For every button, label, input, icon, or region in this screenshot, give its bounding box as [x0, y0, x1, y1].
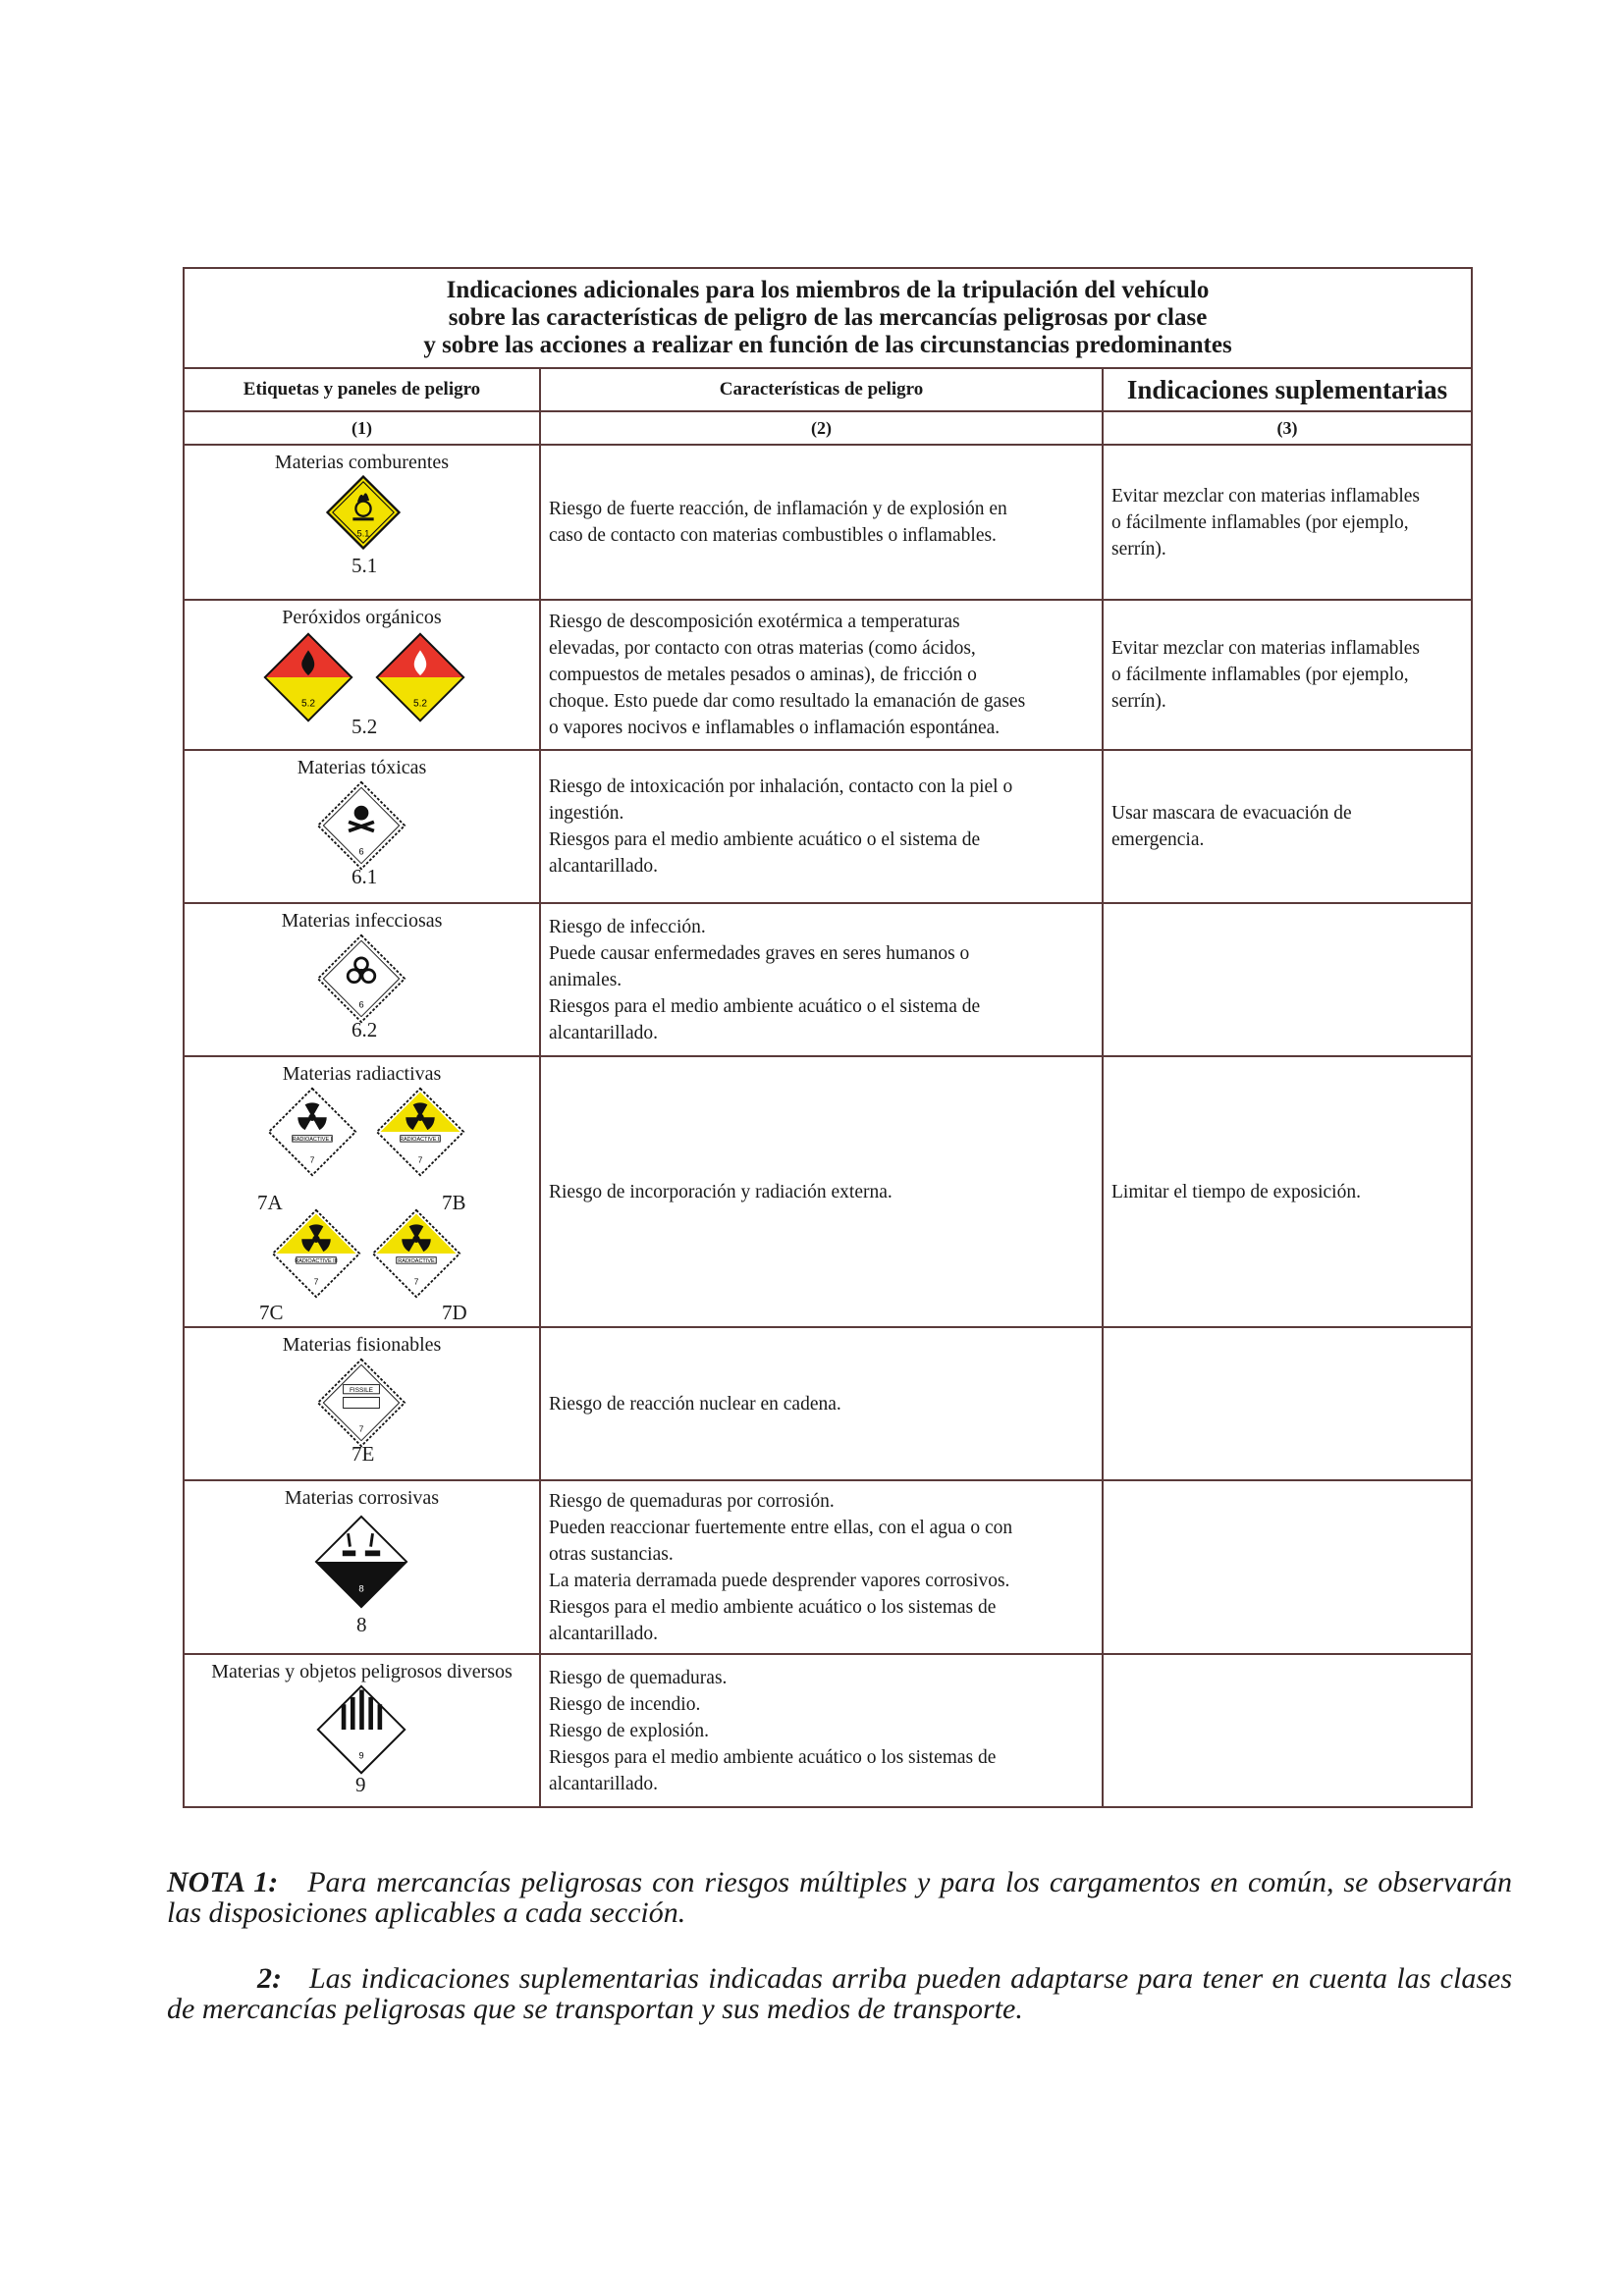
placard-number: 5.1	[356, 528, 370, 539]
hazard-line: Riesgo de descomposición exotérmica a temperaturas	[549, 612, 960, 632]
hazard-cell	[540, 1480, 1103, 1654]
hazard-line: caso de contacto con materias combustibles o inflamables.	[549, 525, 997, 546]
hazard-line: Riesgos para el medio ambiente acuático o el sistema de	[549, 995, 981, 1017]
hazard-line: Riesgos para el medio ambiente acuático o el sistema de	[549, 829, 981, 850]
row-label: Peróxidos orgánicos	[282, 607, 442, 628]
biohazard-placard-icon	[316, 934, 406, 1024]
action-cell	[1103, 1654, 1472, 1807]
hazard-line: alcantarillado.	[549, 1773, 658, 1794]
class-number: 6.1	[352, 865, 378, 888]
placard-number: 9	[358, 1750, 364, 1761]
hazard-line: Riesgo de explosión.	[549, 1720, 710, 1741]
note-text: Las indicaciones suplementarias indicadas arriba pueden adaptarse para tener en cuenta las clases de mercancías peligrosas que se transportan y sus medios de transporte.	[167, 1962, 1513, 2025]
row-label: Materias tóxicas	[297, 757, 427, 778]
hazard-line: animales.	[549, 969, 622, 990]
label-cell	[184, 445, 540, 600]
hazard-line: elevadas, por contacto con otras materias (como ácidos,	[549, 638, 976, 659]
title-line: sobre las características de peligro de las mercancías peligrosas por clase	[448, 304, 1208, 331]
hazard-line: Riesgo de incendio.	[549, 1693, 701, 1715]
miscellaneous-placard-icon	[316, 1684, 406, 1775]
label-cell	[184, 1654, 540, 1807]
title-line: y sobre las acciones a realizar en función de las circunstancias predominantes	[423, 332, 1232, 358]
hazard-line: Riesgo de incorporación y radiación externa.	[549, 1181, 893, 1202]
svg-text:7: 7	[313, 1277, 319, 1287]
hazard-cell	[540, 600, 1103, 750]
placard-text: RADIOACTIVE I	[292, 1137, 333, 1144]
action-line: Limitar el tiempo de exposición.	[1111, 1181, 1361, 1202]
row-label: Materias radiactivas	[282, 1063, 442, 1085]
table-row	[184, 750, 1472, 903]
row-label: Materias fisionables	[282, 1334, 442, 1356]
hazard-line: La materia derramada puede desprender vapores corrosivos.	[549, 1570, 1010, 1591]
row-label: Materias corrosivas	[284, 1487, 440, 1509]
hazard-line: Riesgo de quemaduras.	[549, 1667, 728, 1688]
hazard-cell	[540, 445, 1103, 600]
note-1	[167, 1867, 1512, 1928]
corrosive-placard-icon	[314, 1515, 408, 1609]
class-number: 5.1	[352, 554, 378, 577]
row-label: Materias y objetos peligrosos diversos	[211, 1661, 513, 1682]
placard-number: 5.2	[412, 698, 428, 710]
hazard-cell	[540, 1327, 1103, 1480]
label-cell	[184, 903, 540, 1056]
hazard-line: Riesgo de fuerte reacción, de inflamación y de explosión en	[549, 499, 1007, 519]
radioactive-placard-icon	[375, 1087, 465, 1177]
hazard-line: Riesgo de reacción nuclear en cadena.	[549, 1393, 841, 1415]
toxic-skull-placard-icon	[316, 780, 406, 871]
table-row	[184, 600, 1472, 750]
hazard-line: otras sustancias.	[549, 1543, 674, 1565]
action-line: emergencia.	[1111, 829, 1205, 850]
action-line: Evitar mezclar con materias inflamables	[1111, 638, 1421, 659]
hazard-cell	[540, 750, 1103, 903]
label-cell	[184, 1056, 540, 1327]
note-label: NOTA 1:	[167, 1866, 279, 1898]
placard-number: 5.2	[300, 698, 316, 710]
table-row	[184, 1480, 1472, 1654]
action-cell	[1103, 600, 1472, 750]
action-line: serrín).	[1111, 691, 1166, 712]
hazard-line: Riesgo de infección.	[549, 916, 706, 937]
table-row	[184, 903, 1472, 1056]
class-number: 6.2	[352, 1018, 378, 1041]
action-line: o fácilmente inflamables (por ejemplo,	[1111, 665, 1409, 685]
placard-number: 6	[358, 999, 364, 1010]
placard-text: FISSILE	[350, 1386, 373, 1394]
hazard-cell	[540, 903, 1103, 1056]
table-row	[184, 1056, 1472, 1327]
hazard-line: choque. Esto puede dar como resultado la emanación de gases	[549, 691, 1026, 712]
radioactive-placard-icon	[271, 1208, 361, 1299]
action-cell	[1103, 903, 1472, 1056]
label-cell	[184, 600, 540, 750]
class-number: 7D	[442, 1301, 467, 1324]
hazard-line: o vapores nocivos e inflamables o inflamación espontánea.	[549, 718, 1001, 738]
note-2	[167, 1963, 1512, 2024]
action-line: Evitar mezclar con materias inflamables	[1111, 485, 1421, 507]
placard-text: RADIOACTIVE III	[295, 1258, 338, 1265]
svg-text:7: 7	[309, 1155, 315, 1165]
radioactive-placard-icon	[371, 1208, 461, 1299]
placard-text: RADIOACTIVE II	[400, 1137, 441, 1144]
action-cell	[1103, 1480, 1472, 1654]
svg-text:7: 7	[358, 1424, 364, 1434]
column-header-labels: Etiquetas y paneles de peligro	[184, 368, 540, 411]
hazard-line: alcantarillado.	[549, 1022, 658, 1043]
column-header-hazards: Características de peligro	[540, 368, 1103, 411]
placard-number: 6	[358, 846, 364, 857]
note-label: 2:	[257, 1962, 282, 1995]
row-label: Materias infecciosas	[281, 910, 443, 932]
column-header-actions: Indicaciones suplementarias	[1103, 368, 1472, 411]
action-line: o fácilmente inflamables (por ejemplo,	[1111, 511, 1409, 533]
hazard-cell	[540, 1056, 1103, 1327]
class-number: 5.2	[352, 715, 378, 738]
class-number: 9	[355, 1773, 366, 1796]
title-line: Indicaciones adicionales para los miembros de la tripulación del vehículo	[446, 277, 1210, 303]
action-cell	[1103, 445, 1472, 600]
label-cell	[184, 1327, 540, 1480]
oxidizer-placard-icon	[326, 475, 401, 550]
action-cell	[1103, 1327, 1472, 1480]
column-number: (1)	[184, 411, 540, 445]
fissile-placard-icon	[316, 1358, 406, 1448]
organic-peroxide-placard-icon	[263, 632, 353, 722]
class-number: 7E	[352, 1442, 375, 1466]
column-number: (3)	[1103, 411, 1472, 445]
table-row	[184, 1327, 1472, 1480]
hazard-line: Riesgos para el medio ambiente acuático o los sistemas de	[549, 1746, 997, 1768]
hazard-line: compuestos de metales pesados o aminas), de fricción o	[549, 665, 977, 685]
action-line: serrín).	[1111, 538, 1166, 560]
svg-text:7: 7	[413, 1277, 419, 1287]
class-number: 7C	[259, 1301, 284, 1324]
hazard-line: Riesgos para el medio ambiente acuático o los sistemas de	[549, 1596, 997, 1618]
class-number: 7A	[257, 1191, 283, 1214]
svg-text:7: 7	[417, 1155, 423, 1165]
label-cell	[184, 1480, 540, 1654]
hazard-line: ingestión.	[549, 803, 624, 824]
radioactive-placard-icon	[267, 1087, 357, 1177]
table-row	[184, 445, 1472, 600]
hazard-line: Riesgo de intoxicación por inhalación, contacto con la piel o	[549, 776, 1013, 797]
action-line: Usar mascara de evacuación de	[1111, 803, 1352, 824]
action-cell	[1103, 1056, 1472, 1327]
row-label: Materias comburentes	[274, 452, 450, 473]
hazard-line: Puede causar enfermedades graves en seres humanos o	[549, 942, 970, 964]
column-number: (2)	[540, 411, 1103, 445]
placard-number: 8	[358, 1583, 364, 1595]
class-number: 7B	[442, 1191, 466, 1214]
class-number: 8	[356, 1613, 367, 1636]
hazard-line: alcantarillado.	[549, 856, 658, 877]
action-cell	[1103, 750, 1472, 903]
table-title	[184, 268, 1472, 368]
label-cell	[184, 750, 540, 903]
hazard-cell	[540, 1654, 1103, 1807]
hazard-line: Riesgo de quemaduras por corrosión.	[549, 1490, 835, 1512]
hazard-line: Pueden reaccionar fuertemente entre ellas, con el agua o con	[549, 1517, 1013, 1538]
hazard-line: alcantarillado.	[549, 1623, 658, 1644]
organic-peroxide-placard-icon	[375, 632, 465, 722]
placard-text: RADIOACTIVE	[398, 1258, 435, 1265]
table-row	[184, 1654, 1472, 1807]
note-text: Para mercancías peligrosas con riesgos múltiples y para los cargamentos en común, se observarán las disposiciones aplicables a cada sección.	[167, 1866, 1512, 1929]
hazard-table	[183, 267, 1473, 1808]
